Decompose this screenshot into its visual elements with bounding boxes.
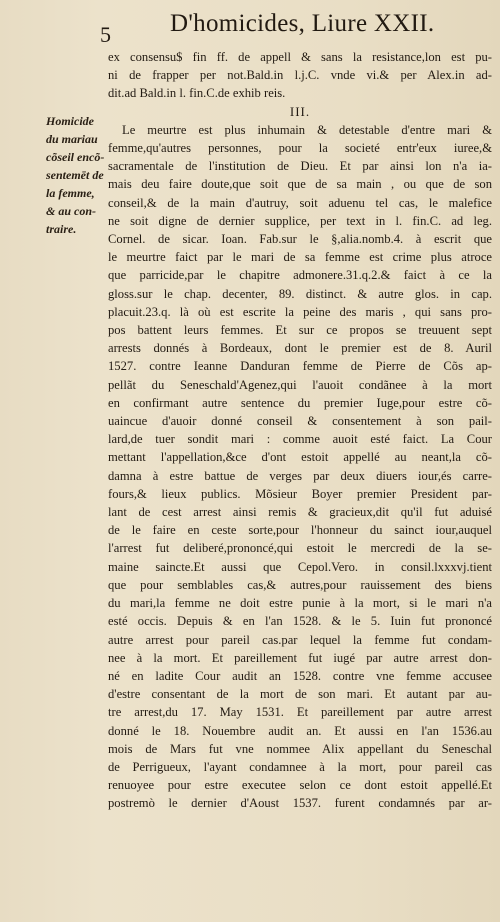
margin-note-line: traire. (46, 222, 77, 236)
text-line: d'estre consentant de la mort de son mari. Et autant par au- (108, 687, 492, 702)
text-line: lard,de tuer sondit mari : comme auoit esté faict. La Cour (108, 432, 492, 447)
running-title: D'homicides, Liure XXII. (170, 10, 435, 37)
text-line: damna à estre battue de verges par deux diuers iour,és carre- (108, 468, 492, 483)
body-text (108, 48, 492, 813)
margin-note-line: du mariau (46, 132, 98, 146)
text-line: le meurtre faict par le mari de sa femme est crime plus atroce (108, 250, 492, 265)
text-line: conseil,& de la main d'autruy, soit aduenu tel cas, le malefice (108, 195, 492, 210)
text-line: de Perrigueux, l'ayant condamnee à la mort, pour pareil cas (108, 759, 492, 774)
text-line: pellãt du Seneschald'Agenez,qui l'auoit condãnee à la mort (108, 377, 492, 392)
text-line: mais deu faire doute,que soit que de sa main , ou que de son (108, 177, 492, 192)
text-line: femme,qu'autres personnes, pour la societé entr'eux iuree,& (108, 141, 492, 156)
text-line: postremò le dernier d'Aoust 1537. furent condamnés par ar- (108, 796, 492, 811)
text-line: ne soit digne de dernier supplice, per text in l. fin.C. ad leg. (108, 213, 492, 228)
text-line: en confirmant autre sentence du premier Iuge,pour estre cõ- (108, 395, 492, 410)
margin-note-line: sentemēt de (46, 168, 104, 182)
text-line: lant de cest arrest ainsi remis & gracieux,dit qu'il fut aduisé (108, 505, 492, 520)
text-line: Le meurtre est plus inhumain & detestable d'entre mari & (122, 122, 492, 137)
margin-note-line: Homicide (46, 114, 94, 128)
text-line: fours,& lieux publics. Mõsieur Boyer premier President par- (108, 486, 492, 501)
text-line: renuoyee pour estre executee selon ce dont estoit appellé.Et (108, 778, 492, 793)
text-line: que pour semblables cas,& autres,pour rauissement des biens (108, 577, 492, 592)
margin-note-line: la femme, (46, 186, 95, 200)
margin-note (46, 112, 112, 238)
text-line: du mari,la femme ne doit estre punie à la mort, si le mari n'a (108, 596, 492, 611)
text-line: gloss.sur le chap. decenter, 89. distinct. & autre glos. in cap. (108, 286, 492, 301)
text-line: placuit.23.q. là où est escrite la peine des maris , qui sans pro- (108, 304, 492, 319)
text-line: 1527. contre Ieanne Danduran femme de Pierre de Cõs ap- (108, 359, 492, 374)
text-line: sacramentale de l'institution de Dieu. Et par ainsi lon n'a ia- (108, 159, 492, 174)
text-line: maine saincte.Et aussi que Cepol.Vero. in consil.lxxxvj.tient (108, 559, 492, 574)
margin-note-line: cõseil encõ- (46, 150, 105, 164)
text-line: nee à la mort. Et pareillement fut iugé par autre arrest don- (108, 650, 492, 665)
text-line: né en ladite Cour audit an 1528. contre vne femme accusee (108, 668, 492, 683)
text-line: l'arrest fut deliberé,prononcé,qui estoit le mercredi de la se- (108, 541, 492, 556)
text-line: arrests donnés à Bordeaux, dont le premier est de 8. Auril (108, 341, 492, 356)
text-line: tre arrest,du 17. May 1531. Et pareillement par autre arrest (108, 705, 492, 720)
text-line: Cornel. de sicar. Ioan. Fab.sur le §,alia.nomb.4. à escrit que (108, 232, 492, 247)
text-line: que parricide,par le chapitre admonere.31.q.2.& faict à ce la (108, 268, 492, 283)
text-line: mois de Mars fut vne nommee Alix appellant du Seneschal (108, 741, 492, 756)
text-line: ni de frapper per not.Bald.in l.j.C. vnde vi.& per Alex.in ad- (108, 68, 492, 83)
folio-number: 5 (100, 22, 111, 47)
text-line: pos battent leurs femmes. Et sur ce propos se treuuent sept (108, 323, 492, 338)
text-line: esté occis. Depuis & en l'an 1528. & le 5. Iuin fut prononcé (108, 614, 492, 629)
section-number: III. (289, 103, 311, 119)
margin-note-line: & au con- (46, 204, 97, 218)
text-line: mettant l'appellation,&ce d'ont estoit appellé au neant,la cõ- (108, 450, 492, 465)
text-line: autre arrest pour pareil cas.par lequel la femme fut condam- (108, 632, 492, 647)
text-line: donné le 18. Nouembre audit an. Et aussi en l'an 1536.au (108, 723, 492, 738)
text-line: ex consensu$ fin ff. de appell & sans la resistance,lon est pu- (108, 50, 492, 64)
text-line: uaincue d'auoir donné conseil & consentement à son pail- (108, 414, 492, 429)
text-line: dit.ad Bald.in l. fin.C.de exhib reis. (108, 86, 286, 101)
page-header (0, 10, 500, 50)
text-line: de le faire en ceste sorte,pour l'honneur du sainct iour,auquel (108, 523, 492, 538)
